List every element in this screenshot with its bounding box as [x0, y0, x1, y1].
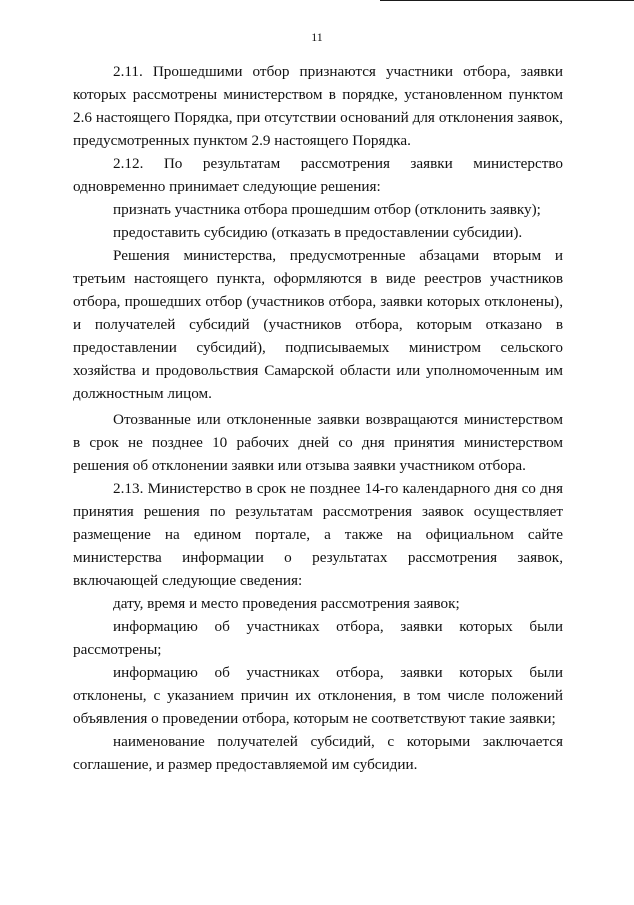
paragraph-2-12: 2.12. По результатам рассмотрения заявки министерство одновременно принимает следующие решения:: [73, 155, 563, 195]
info-item-rejected-participants: информацию об участниках отбора, заявки которых были отклонены, с указанием причин их отклонения, в том числе положений объявления о проведении отбора, которым не соответствуют такие заявки;: [73, 664, 563, 727]
info-item-date-place: дату, время и место проведения рассмотрения заявок;: [113, 595, 460, 612]
info-item-recipients: наименование получателей субсидий, с которыми заключается соглашение, и размер предоставляемой им субсидии.: [73, 733, 563, 773]
paragraph-decisions-registry: Решения министерства, предусмотренные абзацами вторым и третьим настоящего пункта, оформляются в виде реестров участников отбора, прошедших отбор (участников отбора, заявки которых отклонены), и получателей субсидий (участников отбора, которым отказано в предоставлении субсидий), подписываемых министром сельского хозяйства и продовольствия Самарской области или уполномоченным им должностным лицом.: [73, 247, 563, 402]
info-item-reviewed-participants: информацию об участниках отбора, заявки которых были рассмотрены;: [73, 618, 563, 658]
top-edge-rule: [380, 0, 634, 1]
document-body: [73, 60, 563, 776]
paragraph-2-11: 2.11. Прошедшими отбор признаются участники отбора, заявки которых рассмотрены министерством в порядке, установленном пунктом 2.6 настоящего Порядка, при отсутствии оснований для отклонения заявок, предусмотренных пунктом 2.9 настоящего Порядка.: [73, 63, 563, 149]
paragraph-returned-applications: Отозванные или отклоненные заявки возвращаются министерством в срок не позднее 10 рабочих дней со дня принятия министерством решения об отклонении заявки или отзыва заявки участником отбора.: [73, 411, 563, 474]
page-number: 11: [311, 30, 323, 44]
decision-item-1: признать участника отбора прошедшим отбор (отклонить заявку);: [113, 201, 541, 218]
paragraph-2-13: 2.13. Министерство в срок не позднее 14-го календарного дня со дня принятия решения по результатам рассмотрения заявок осуществляет размещение на едином портале, а также на официальном сайте министерства информации о результатах рассмотрения заявок, включающей следующие сведения:: [73, 480, 563, 589]
decision-item-2: предоставить субсидию (отказать в предоставлении субсидии).: [113, 224, 523, 241]
